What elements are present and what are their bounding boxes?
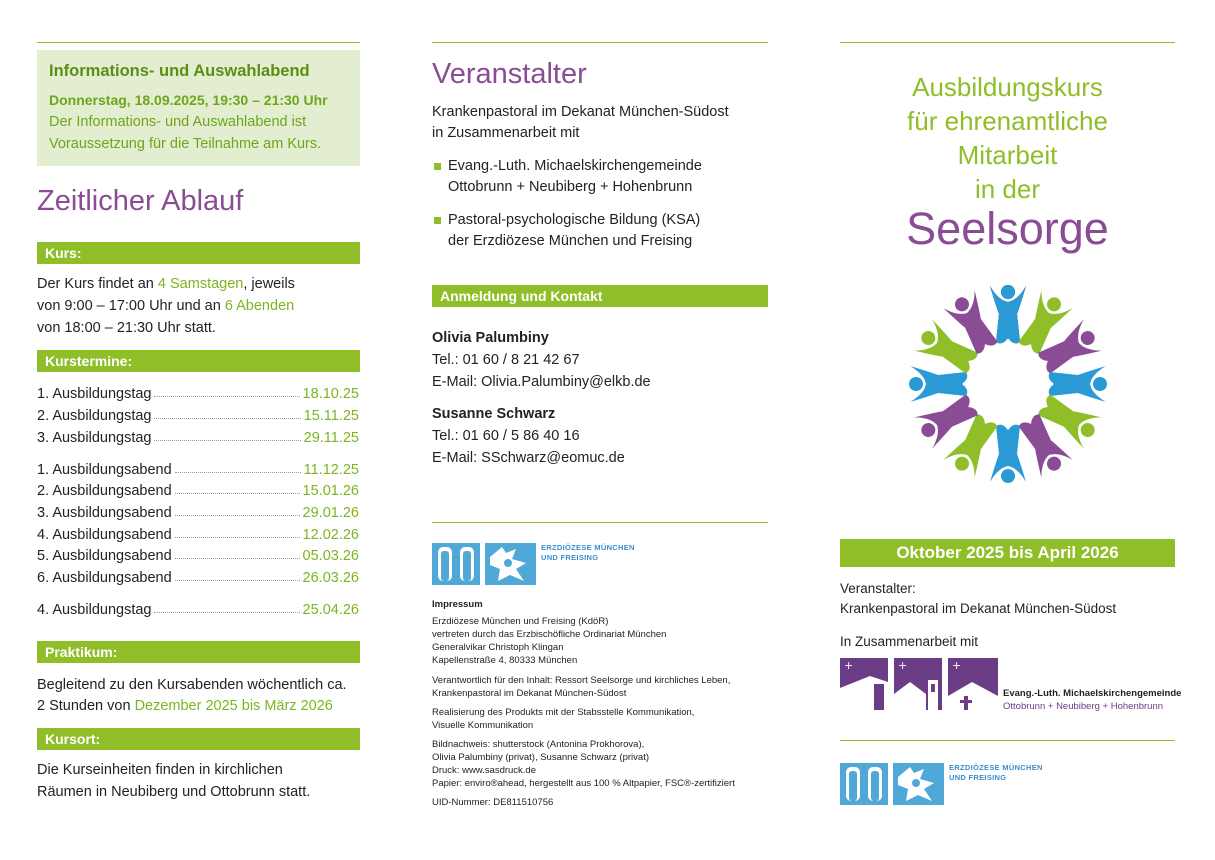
termin-row <box>37 566 359 586</box>
termin-date: 05.03.26 <box>302 548 359 564</box>
section-heading: Zeitlicher Ablauf <box>37 185 244 217</box>
impressum-line: Visuelle Kommunikation <box>432 720 534 731</box>
top-rule <box>37 42 360 43</box>
veranstalter-intro-2: in Zusammenarbeit mit <box>432 125 580 141</box>
termin-row <box>37 479 359 499</box>
kurstermine-bar: Kurstermine: <box>37 350 360 372</box>
impressum-line: Kapellenstraße 4, 80333 München <box>432 655 578 666</box>
impressum-line: Erzdiözese München und Freising (KdöR) <box>432 616 609 627</box>
termin-label: 4. Ausbildungstag <box>37 602 152 618</box>
praktikum-zeitraum: Dezember 2025 bis März 2026 <box>134 698 333 714</box>
bullet-2-line-1: Pastoral-psychologische Bildung (KSA) <box>448 212 701 228</box>
church-places: Ottobrunn + Neubiberg + Hohenbrunn <box>1003 701 1164 712</box>
praktikum-line-2a: 2 Stunden von <box>37 698 135 714</box>
termin-label: 3. Ausbildungsabend <box>37 505 172 521</box>
cover-title-line: für ehrenamtliche <box>907 106 1108 136</box>
divider-rule <box>840 740 1175 741</box>
church-name: Evang.-Luth. Michaelskirchengemeinde <box>1003 688 1182 699</box>
termin-row <box>37 404 359 424</box>
impressum-line: Bildnachweis: shutterstock (Antonina Prokhorova), <box>432 739 645 750</box>
termin-row <box>37 523 359 543</box>
info-box-title: Informations- und Auswahlabend <box>49 62 310 80</box>
termin-row <box>37 501 359 521</box>
kursort-bar: Kursort: <box>37 728 360 750</box>
erzdioezese-logo-icon <box>840 763 944 805</box>
svg-text:+: + <box>844 659 854 672</box>
contact-2-mail[interactable]: E-Mail: SSchwarz@eomuc.de <box>432 450 625 466</box>
impressum-line: Druck: www.sasdruck.de <box>432 765 537 776</box>
erzdioezese-logo-text-2: UND FREISING <box>949 773 1007 782</box>
bullet-2-line-2: der Erzdiözese München und Freising <box>448 233 693 249</box>
veranstalter-name: Krankenpastoral im Dekanat München-Südost <box>840 601 1117 616</box>
contact-bar: Anmeldung und Kontakt <box>432 285 768 307</box>
bullet-square-icon <box>434 217 441 224</box>
kurs-bar: Kurs: <box>37 242 360 264</box>
impressum-title: Impressum <box>432 599 483 610</box>
contact-1-name: Olivia Palumbiny <box>432 330 549 346</box>
impressum-line: Generalvikar Christoph Klingan <box>432 642 564 653</box>
termin-row <box>37 544 359 564</box>
erzdioezese-logo-text-1: ERZDIÖZESE MÜNCHEN <box>949 763 1043 772</box>
veranstalter-heading: Veranstalter <box>432 58 587 90</box>
contact-2-tel: Tel.: 01 60 / 5 86 40 16 <box>432 428 580 444</box>
veranstalter-intro-1: Krankenpastoral im Dekanat München-Südost <box>432 104 729 120</box>
termin-label: 2. Ausbildungstag <box>37 408 152 424</box>
termin-date: 29.01.26 <box>302 505 359 521</box>
kurs-line-2a: von 9:00 – 17:00 Uhr und an <box>37 298 225 314</box>
info-box <box>37 50 360 166</box>
info-box-text-2: Voraussetzung für die Teilnahme am Kurs. <box>49 136 322 152</box>
cover-title-line: Ausbildungskurs <box>912 72 1103 102</box>
people-circle-icon <box>902 278 1114 490</box>
termin-label: 6. Ausbildungsabend <box>37 570 172 586</box>
kursort-line-2: Räumen in Neubiberg und Ottobrunn statt. <box>37 784 311 800</box>
svg-text:+: + <box>898 659 908 672</box>
termin-date: 29.11.25 <box>303 430 359 446</box>
termin-row <box>37 458 359 478</box>
praktikum-line-1: Begleitend zu den Kursabenden wöchentlich ca. <box>37 677 347 693</box>
impressum-line: Krankenpastoral im Dekanat München-Südost <box>432 688 627 699</box>
top-rule <box>432 42 768 43</box>
termin-label: 1. Ausbildungstag <box>37 386 152 402</box>
top-rule <box>840 42 1175 43</box>
termin-label: 2. Ausbildungsabend <box>37 483 172 499</box>
date-bar: Oktober 2025 bis April 2026 <box>840 539 1175 567</box>
termin-label: 5. Ausbildungsabend <box>37 548 172 564</box>
michaelskirche-logo-icon <box>840 658 1000 710</box>
cover-title-big: Seelsorge <box>906 203 1109 254</box>
termin-date: 15.11.25 <box>303 408 359 424</box>
termin-row <box>37 426 359 446</box>
bullet-1-line-1: Evang.-Luth. Michaelskirchengemeinde <box>448 158 702 174</box>
kurs-line-3: von 18:00 – 21:30 Uhr statt. <box>37 320 216 336</box>
erzdioezese-logo-text-1: ERZDIÖZESE MÜNCHEN <box>541 543 635 552</box>
impressum-line: Verantwortlich für den Inhalt: Ressort Seelsorge und kirchliches Leben, <box>432 675 731 686</box>
veranstalter-label: Veranstalter: <box>840 581 916 596</box>
kurs-samstage: 4 Samstagen <box>157 276 244 292</box>
termin-date: 12.02.26 <box>302 527 359 543</box>
svg-text:+: + <box>952 659 962 672</box>
termin-row <box>37 598 359 618</box>
contact-2-name: Susanne Schwarz <box>432 406 556 422</box>
impressum-line: UID-Nummer: DE811510756 <box>432 797 554 808</box>
contact-1-tel: Tel.: 01 60 / 8 21 42 67 <box>432 352 580 368</box>
impressum-line: Papier: enviro®ahead, hergestellt aus 100 % Altpapier, FSC®-zertifiziert <box>432 778 735 789</box>
kurs-line-1 <box>37 274 295 296</box>
erzdioezese-logo-icon <box>432 543 536 585</box>
impressum-line: Realisierung des Produkts mit der Stabsstelle Kommunikation, <box>432 707 695 718</box>
termin-label: 3. Ausbildungstag <box>37 430 152 446</box>
kursort-line-1: Die Kurseinheiten finden in kirchlichen <box>37 762 283 778</box>
info-box-text-1: Der Informations- und Auswahlabend ist <box>49 114 307 130</box>
termin-date: 15.01.26 <box>302 483 359 499</box>
termin-label: 4. Ausbildungsabend <box>37 527 172 543</box>
kurs-line-2 <box>37 296 294 318</box>
impressum-line: Olivia Palumbiny (privat), Susanne Schwarz (privat) <box>432 752 649 763</box>
termin-row <box>37 382 359 402</box>
termin-label: 1. Ausbildungsabend <box>37 462 172 478</box>
termin-date: 18.10.25 <box>302 386 359 402</box>
bullet-1-line-2: Ottobrunn + Neubiberg + Hohenbrunn <box>448 179 693 195</box>
termin-date: 26.03.26 <box>302 570 359 586</box>
termin-date: 11.12.25 <box>303 462 359 478</box>
kurs-abende: 6 Abenden <box>224 298 295 314</box>
termin-date: 25.04.26 <box>302 602 359 618</box>
contact-1-mail[interactable]: E-Mail: Olivia.Palumbiny@elkb.de <box>432 374 651 390</box>
cover-title <box>840 70 1175 206</box>
praktikum-line-2 <box>37 696 333 718</box>
info-box-date: Donnerstag, 18.09.2025, 19:30 – 21:30 Uhr <box>49 92 328 108</box>
kurs-line-1c: , jeweils <box>243 276 295 292</box>
zusammenarbeit-label: In Zusammenarbeit mit <box>840 634 979 649</box>
bullet-square-icon <box>434 163 441 170</box>
cover-title-line: in der <box>974 174 1041 204</box>
kurs-line-1a: Der Kurs findet an <box>37 276 158 292</box>
praktikum-bar: Praktikum: <box>37 641 360 663</box>
cover-title-line: Mitarbeit <box>957 140 1058 170</box>
impressum-line: vertreten durch das Erzbischöfliche Ordinariat München <box>432 629 667 640</box>
erzdioezese-logo-text-2: UND FREISING <box>541 553 599 562</box>
divider-rule <box>432 522 768 523</box>
